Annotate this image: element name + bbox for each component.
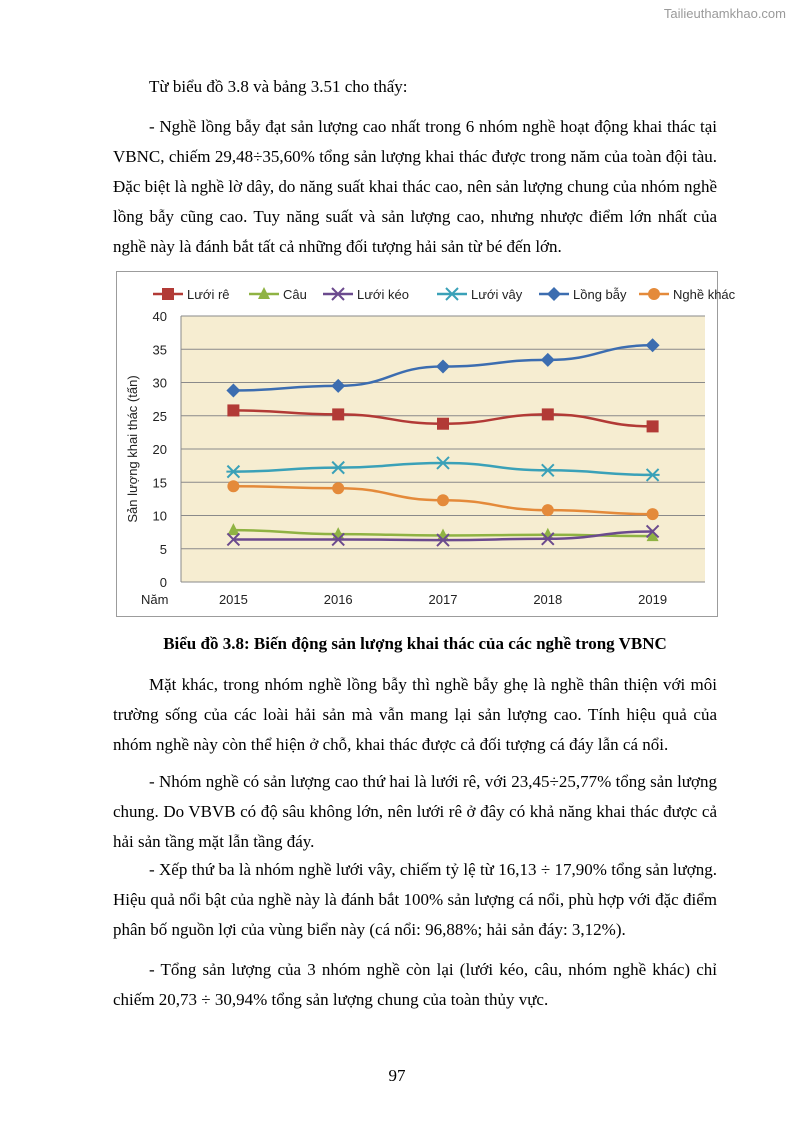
series-5-point bbox=[437, 494, 449, 506]
legend-label: Lưới kéo bbox=[357, 287, 409, 302]
line-chart bbox=[117, 272, 736, 616]
paragraph-remaining: - Tổng sản lượng của 3 nhóm nghề còn lại (lưới kéo, câu, nhóm nghề khác) chỉ chiếm 20,73 ÷ 30,94% tổng sản lượng chung của toàn thủy vực. bbox=[113, 960, 717, 1009]
x-tick-label: 2018 bbox=[533, 592, 563, 607]
series-5-point bbox=[542, 504, 554, 516]
legend-swatch-marker bbox=[162, 288, 174, 300]
x-tick-label: 2016 bbox=[323, 592, 353, 607]
legend-swatch-marker bbox=[445, 288, 459, 300]
legend-swatch-marker bbox=[547, 287, 561, 301]
paragraph-intro: Từ biểu đồ 3.8 và bảng 3.51 cho thấy: bbox=[149, 77, 408, 96]
x-axis-label: Năm bbox=[141, 592, 169, 607]
x-tick-label: 2019 bbox=[638, 592, 668, 607]
paragraph-purse-seine: - Xếp thứ ba là nhóm nghề lưới vây, chiếm tỷ lệ từ 16,13 ÷ 17,90% tổng sản lượng. Hiệu quả nổi bật của nghề này là đánh bắt 100% sản lượng cá nổi, phù hợp với đặc điểm phân bố nguồn lợi của vùng biển này (cá nổi: 96,88%; hải sản đáy: 3,12%). bbox=[113, 860, 717, 939]
series-0-point bbox=[227, 404, 239, 416]
x-tick-label: 2017 bbox=[428, 592, 458, 607]
series-0-point bbox=[437, 418, 449, 430]
series-0-point bbox=[647, 420, 659, 432]
chart-caption: Biểu đồ 3.8: Biến động sản lượng khai thác của các nghề trong VBNC bbox=[163, 634, 667, 653]
y-tick-label: 20 bbox=[152, 442, 167, 457]
page-number: 97 bbox=[388, 1066, 406, 1085]
series-0-point bbox=[542, 408, 554, 420]
paragraph-long-bay: - Nghề lồng bẫy đạt sản lượng cao nhất trong 6 nhóm nghề hoạt động khai thác tại VBNC, chiếm 29,48÷35,60% tổng sản lượng khai thác được trong năm của toàn đội tàu. Đặc biệt là nghề lờ dây, do năng suất khai thác cao, nên sản lượng chung của nhóm nghề lồng bẫy cũng cao. Tuy năng suất và sản lượng cao, nhưng nhược điểm lớn nhất của nghề này là đánh bắt tất cả những đối tượng hải sản từ bé đến lớn. bbox=[113, 117, 717, 256]
series-0-point bbox=[332, 408, 344, 420]
paragraph-gillnet: - Nhóm nghề có sản lượng cao thứ hai là lưới rê, với 23,45÷25,77% tổng sản lượng chung. Do VBVB có độ sâu không lớn, nên lưới rê ở đây có khả năng khai thác được cả hải sản tầng mặt lẫn tầng đáy. bbox=[113, 772, 717, 851]
y-tick-label: 10 bbox=[152, 508, 167, 524]
y-tick-label: 35 bbox=[152, 342, 167, 358]
series-5-point bbox=[332, 482, 344, 494]
y-axis-label: Sản lượng khai thác (tấn) bbox=[125, 375, 140, 523]
legend-label: Lưới vây bbox=[471, 287, 523, 302]
legend-swatch-marker bbox=[648, 288, 660, 300]
legend-label: Nghề khác bbox=[673, 287, 736, 302]
legend-label: Câu bbox=[283, 287, 307, 302]
series-5-point bbox=[647, 508, 659, 520]
watermark: Tailieuthamkhao.com bbox=[663, 6, 786, 21]
y-tick-label: 25 bbox=[152, 408, 167, 424]
series-5-point bbox=[227, 480, 239, 492]
y-tick-label: 15 bbox=[152, 475, 167, 491]
y-tick-label: 30 bbox=[152, 375, 167, 391]
legend-label: Lưới rê bbox=[187, 287, 230, 302]
x-tick-label: 2015 bbox=[218, 592, 248, 607]
y-tick-label: 0 bbox=[159, 575, 167, 590]
legend-label: Lồng bẫy bbox=[573, 287, 627, 302]
chart-container bbox=[116, 271, 736, 617]
y-tick-label: 5 bbox=[159, 541, 167, 557]
paragraph-trap-crab: Mặt khác, trong nhóm nghề lồng bẫy thì nghề bẫy ghẹ là nghề thân thiện với môi trường sống của các loài hải sản mà vẫn mang lại sản lượng cao. Tính hiệu quả của nhóm nghề này còn thể hiện ở chỗ, khai thác được cả đối tượng cá đáy lẫn cá nổi. bbox=[113, 675, 717, 754]
y-tick-label: 40 bbox=[152, 309, 167, 324]
